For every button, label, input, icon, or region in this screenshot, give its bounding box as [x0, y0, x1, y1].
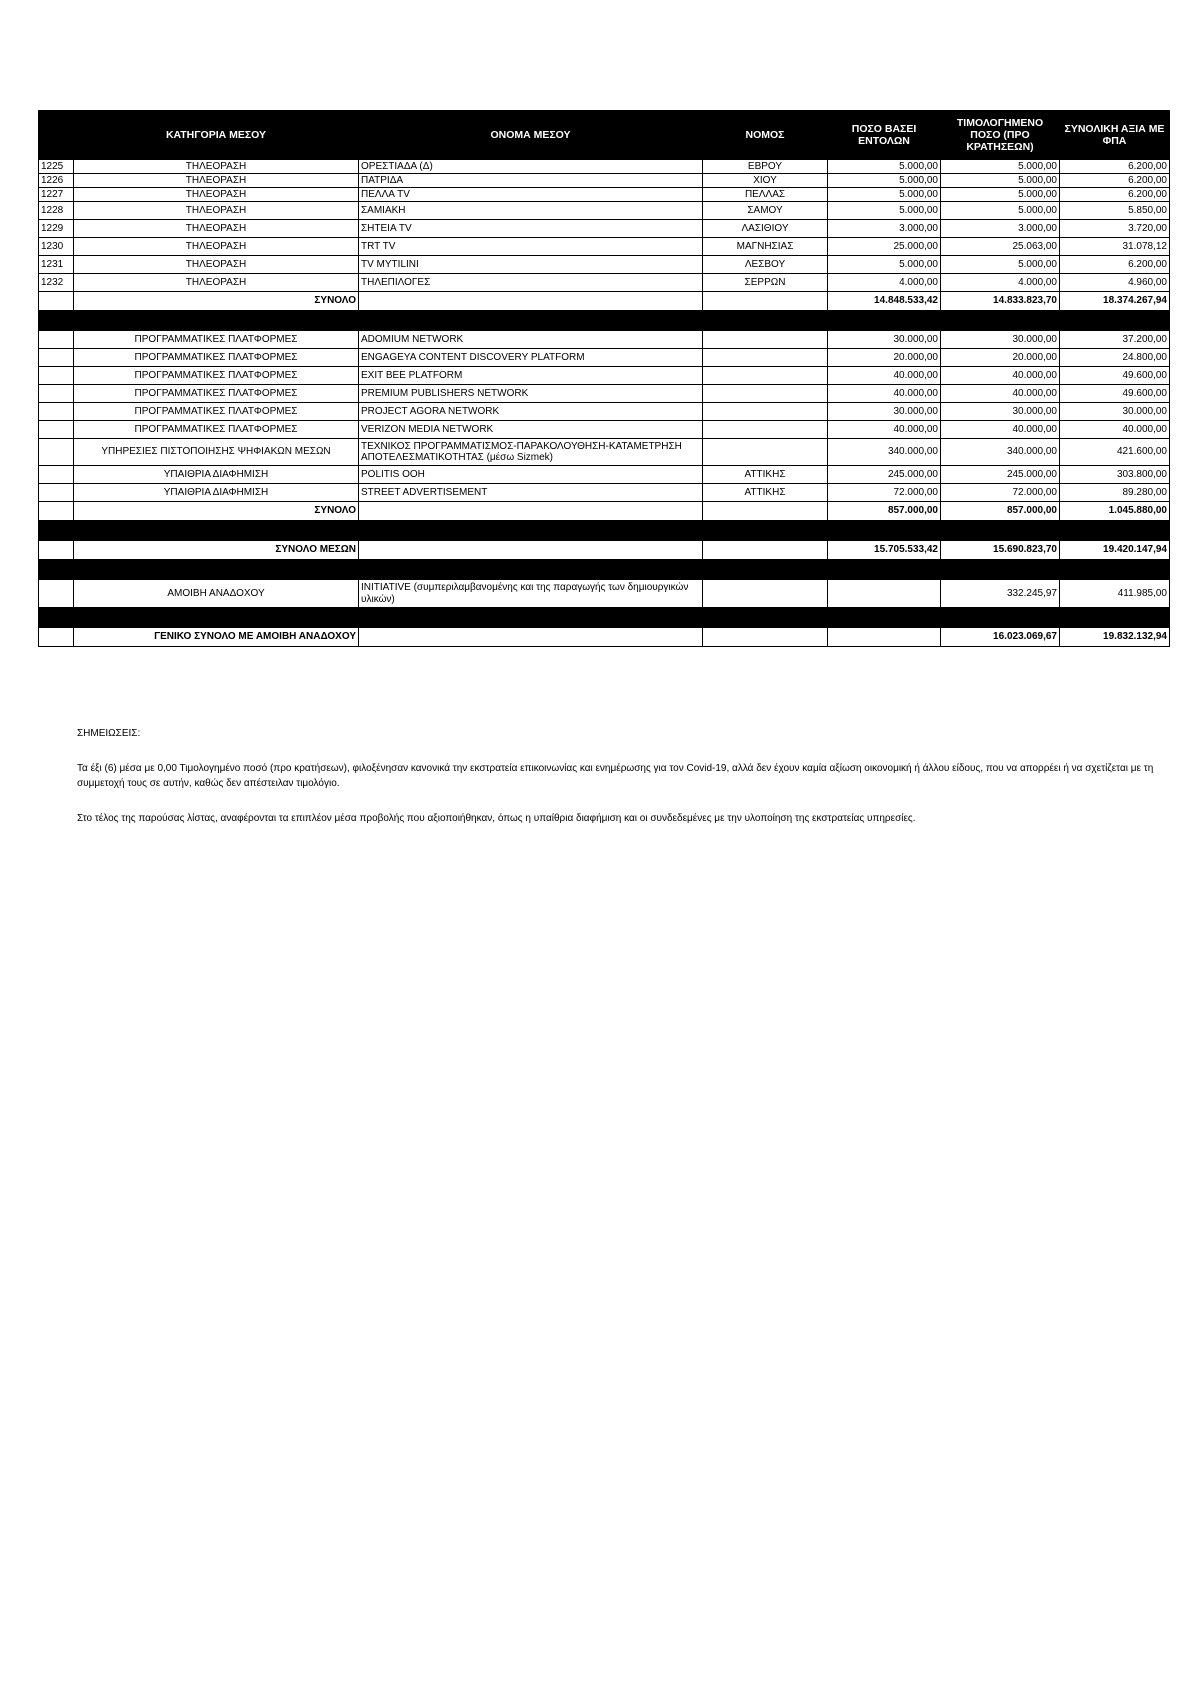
- cell-total-vat: 6.200,00: [1060, 174, 1170, 188]
- table-row: [39, 349, 1170, 367]
- cell-amount-invoiced: 4.000,00: [941, 274, 1060, 292]
- cell-code: 1230: [39, 238, 74, 256]
- cell-total-vat: 30.000,00: [1060, 403, 1170, 421]
- cell-code: 1231: [39, 256, 74, 274]
- cell-amount-orders: 5.000,00: [828, 174, 941, 188]
- empty-cell: [359, 292, 703, 311]
- cell-total-vat: 303.800,00: [1060, 466, 1170, 484]
- cell-name: PROJECT AGORA NETWORK: [359, 403, 703, 421]
- cell-code: [39, 439, 74, 466]
- table-row: [39, 238, 1170, 256]
- cell-amount-invoiced: 3.000,00: [941, 220, 1060, 238]
- table-header: [39, 111, 1170, 160]
- cell-nomos: [703, 439, 828, 466]
- cell-name: ΤΕΧΝΙΚΟΣ ΠΡΟΓΡΑΜΜΑΤΙΣΜΟΣ-ΠΑΡΑΚΟΛΟΥΘΗΣΗ-ΚΑΤΑΜΕΤΡΗΣΗ ΑΠΟΤΕΛΕΣΜΑΤΙΚΟΤΗΤΑΣ (μέσω Sizmek): [359, 439, 703, 466]
- cell-total-vat: 421.600,00: [1060, 439, 1170, 466]
- section-divider: [39, 311, 1170, 331]
- cell-amount-orders: 40.000,00: [828, 367, 941, 385]
- total-amount-orders-cell: 857.000,00: [828, 502, 941, 521]
- cell-amount-orders: 5.000,00: [828, 256, 941, 274]
- cell-nomos: ΑΤΤΙΚΗΣ: [703, 484, 828, 502]
- header-name: ΟΝΟΜΑ ΜΕΣΟΥ: [359, 111, 703, 160]
- table-row: [39, 220, 1170, 238]
- header-code: [39, 111, 74, 160]
- cell-code: 1228: [39, 202, 74, 220]
- cell-amount-invoiced: 245.000,00: [941, 466, 1060, 484]
- cell-code: [39, 331, 74, 349]
- cell-total-vat: 6.200,00: [1060, 188, 1170, 202]
- notes-section: [77, 726, 1167, 826]
- empty-cell: [359, 628, 703, 647]
- cell-amount-invoiced: 40.000,00: [941, 367, 1060, 385]
- table-row: [39, 256, 1170, 274]
- table-row: [39, 466, 1170, 484]
- empty-cell: [39, 580, 74, 608]
- empty-cell: [828, 580, 941, 608]
- cell-nomos: ΜΑΓΝΗΣΙΑΣ: [703, 238, 828, 256]
- cell-amount-orders: 20.000,00: [828, 349, 941, 367]
- divider-cell: [39, 608, 1170, 628]
- cell-amount-orders: 72.000,00: [828, 484, 941, 502]
- table-row: [39, 174, 1170, 188]
- cell-name: TRT TV: [359, 238, 703, 256]
- cell-nomos: [703, 367, 828, 385]
- cell-amount-orders: 5.000,00: [828, 188, 941, 202]
- cell-name: POLITIS OOH: [359, 466, 703, 484]
- cell-nomos: [703, 421, 828, 439]
- empty-cell: [39, 541, 74, 560]
- cell-code: [39, 367, 74, 385]
- empty-cell: [703, 541, 828, 560]
- cell-nomos: ΛΑΣΙΘΙΟΥ: [703, 220, 828, 238]
- cell-code: 1232: [39, 274, 74, 292]
- cell-amount-invoiced: 340.000,00: [941, 439, 1060, 466]
- cell-amount-invoiced: 40.000,00: [941, 421, 1060, 439]
- cell-name: TV MYTILINI: [359, 256, 703, 274]
- total-amount-orders-cell: 14.848.533,42: [828, 292, 941, 311]
- cell-code: 1226: [39, 174, 74, 188]
- header-amount-invoiced: ΤΙΜΟΛΟΓΗΜΕΝΟ ΠΟΣΟ (ΠΡΟ ΚΡΑΤΗΣΕΩΝ): [941, 111, 1060, 160]
- total-label-cell: ΣΥΝΟΛΟ: [74, 502, 359, 521]
- cell-name: ΣΗΤΕΙΑ TV: [359, 220, 703, 238]
- digital-total-row: [39, 502, 1170, 521]
- total-label-cell: ΓΕΝΙΚΟ ΣΥΝΟΛΟ ΜΕ ΑΜΟΙΒΗ ΑΝΑΔΟΧΟΥ: [74, 628, 359, 647]
- cell-code: 1225: [39, 160, 74, 174]
- cell-nomos: [703, 385, 828, 403]
- tv-total-row: [39, 292, 1170, 311]
- media-total-row: [39, 541, 1170, 560]
- cell-total-vat: 3.720,00: [1060, 220, 1170, 238]
- table-row: [39, 484, 1170, 502]
- cell-amount-orders: 5.000,00: [828, 160, 941, 174]
- cell-name: EXIT BEE PLATFORM: [359, 367, 703, 385]
- cell-name: ΠΕΛΛΑ TV: [359, 188, 703, 202]
- cell-amount-invoiced: 30.000,00: [941, 331, 1060, 349]
- cell-category: ΥΠΑΙΘΡΙΑ ΔΙΑΦΗΜΙΣΗ: [74, 484, 359, 502]
- cell-nomos: [703, 349, 828, 367]
- cell-amount-orders: 25.000,00: [828, 238, 941, 256]
- empty-cell: [39, 292, 74, 311]
- empty-cell: [703, 628, 828, 647]
- cell-name: ΤΗΛΕΠΙΛΟΓΕΣ: [359, 274, 703, 292]
- cell-amount-orders: 5.000,00: [828, 202, 941, 220]
- cell-amount-orders: 3.000,00: [828, 220, 941, 238]
- cell-total-vat: 49.600,00: [1060, 367, 1170, 385]
- table-row: [39, 188, 1170, 202]
- cell-category: ΤΗΛΕΟΡΑΣΗ: [74, 174, 359, 188]
- note-2: Στο τέλος της παρούσας λίστας, αναφέρονται τα επιπλέον μέσα προβολής που αξιοποιήθηκαν, όπως η υπαίθρια διαφήμιση και οι συνδεδεμένες με την υλοποίηση της εκστρατείας υπηρεσίες.: [77, 813, 916, 824]
- cell-total-vat: 5.850,00: [1060, 202, 1170, 220]
- cell-nomos: ΠΕΛΛΑΣ: [703, 188, 828, 202]
- table-row: [39, 160, 1170, 174]
- table-row: [39, 385, 1170, 403]
- cell-nomos: ΑΤΤΙΚΗΣ: [703, 466, 828, 484]
- cell-category: ΤΗΛΕΟΡΑΣΗ: [74, 238, 359, 256]
- cell-total-vat: 37.200,00: [1060, 331, 1170, 349]
- cell-nomos: [703, 403, 828, 421]
- cell-total-vat: 6.200,00: [1060, 256, 1170, 274]
- cell-code: [39, 403, 74, 421]
- empty-cell: [39, 628, 74, 647]
- cell-code: [39, 466, 74, 484]
- cell-nomos: ΣΑΜΟΥ: [703, 202, 828, 220]
- cell-category: ΠΡΟΓΡΑΜΜΑΤΙΚΕΣ ΠΛΑΤΦΟΡΜΕΣ: [74, 421, 359, 439]
- cell-total-vat: 4.960,00: [1060, 274, 1170, 292]
- cell-amount-invoiced: 72.000,00: [941, 484, 1060, 502]
- cell-category: ΤΗΛΕΟΡΑΣΗ: [74, 274, 359, 292]
- section-divider: [39, 560, 1170, 580]
- total-amount-invoiced-cell: 16.023.069,67: [941, 628, 1060, 647]
- contractor-name: INITIATIVE (συμπεριλαμβανομένης και της παραγωγής των δημιουργικών υλικών): [359, 580, 703, 608]
- empty-cell: [703, 502, 828, 521]
- cell-nomos: ΛΕΣΒΟΥ: [703, 256, 828, 274]
- cell-amount-invoiced: 20.000,00: [941, 349, 1060, 367]
- cell-total-vat: 24.800,00: [1060, 349, 1170, 367]
- contractor-fee-label: ΑΜΟΙΒΗ ΑΝΑΔΟΧΟΥ: [74, 580, 359, 608]
- cell-category: ΤΗΛΕΟΡΑΣΗ: [74, 220, 359, 238]
- header-amount-orders: ΠΟΣΟ ΒΑΣΕΙ ΕΝΤΟΛΩΝ: [828, 111, 941, 160]
- cell-name: PREMIUM PUBLISHERS NETWORK: [359, 385, 703, 403]
- cell-total-vat: 6.200,00: [1060, 160, 1170, 174]
- cell-amount-invoiced: 30.000,00: [941, 403, 1060, 421]
- total-label-cell: ΣΥΝΟΛΟ: [74, 292, 359, 311]
- total-amount-orders-cell: 15.705.533,42: [828, 541, 941, 560]
- cell-amount-orders: 245.000,00: [828, 466, 941, 484]
- header-nomos: ΝΟΜΟΣ: [703, 111, 828, 160]
- contractor-amount-invoiced: 332.245,97: [941, 580, 1060, 608]
- total-amount-invoiced-cell: 14.833.823,70: [941, 292, 1060, 311]
- total-amount-invoiced-cell: 857.000,00: [941, 502, 1060, 521]
- cell-name: ADOMIUM NETWORK: [359, 331, 703, 349]
- cell-code: [39, 484, 74, 502]
- cell-nomos: [703, 331, 828, 349]
- cell-amount-orders: 4.000,00: [828, 274, 941, 292]
- cell-category: ΠΡΟΓΡΑΜΜΑΤΙΚΕΣ ΠΛΑΤΦΟΡΜΕΣ: [74, 385, 359, 403]
- cell-amount-invoiced: 5.000,00: [941, 256, 1060, 274]
- cell-amount-invoiced: 5.000,00: [941, 202, 1060, 220]
- total-vat-cell: 19.420.147,94: [1060, 541, 1170, 560]
- cell-code: 1227: [39, 188, 74, 202]
- note-1: Τα έξι (6) μέσα με 0,00 Τιμολογημένο ποσό (προ κρατήσεων), φιλοξένησαν κανονικά την εκστρατεία επικοινωνίας και ενημέρωσης για τον Covid-19, αλλά δεν έχουν καμία αξίωση οικονομική ή άλλου είδους, που να απορρέει ή να σχετίζεται με τη συμμετοχή τους σε αυτήν, καθώς δεν απέστειλαν τιμολόγιο.: [77, 763, 1154, 789]
- cell-category: ΠΡΟΓΡΑΜΜΑΤΙΚΕΣ ΠΛΑΤΦΟΡΜΕΣ: [74, 349, 359, 367]
- cell-amount-orders: 340.000,00: [828, 439, 941, 466]
- cell-amount-invoiced: 25.063,00: [941, 238, 1060, 256]
- cell-code: [39, 349, 74, 367]
- cell-name: STREET ADVERTISEMENT: [359, 484, 703, 502]
- total-amount-orders-cell: [828, 628, 941, 647]
- media-cost-table: [38, 110, 1170, 647]
- cell-name: ΣΑΜΙΑΚΗ: [359, 202, 703, 220]
- cell-nomos: ΕΒΡΟΥ: [703, 160, 828, 174]
- empty-cell: [359, 502, 703, 521]
- cell-category: ΤΗΛΕΟΡΑΣΗ: [74, 188, 359, 202]
- table-row: [39, 202, 1170, 220]
- contractor-fee-row: [39, 580, 1170, 608]
- total-amount-invoiced-cell: 15.690.823,70: [941, 541, 1060, 560]
- cell-category: ΠΡΟΓΡΑΜΜΑΤΙΚΕΣ ΠΛΑΤΦΟΡΜΕΣ: [74, 367, 359, 385]
- table-row: [39, 439, 1170, 466]
- cell-category: ΤΗΛΕΟΡΑΣΗ: [74, 202, 359, 220]
- cell-amount-invoiced: 40.000,00: [941, 385, 1060, 403]
- header-category: ΚΑΤΗΓΟΡΙΑ ΜΕΣΟΥ: [74, 111, 359, 160]
- notes-title: ΣΗΜΕΙΩΣΕΙΣ:: [77, 728, 141, 739]
- cell-amount-invoiced: 5.000,00: [941, 174, 1060, 188]
- cell-category: ΥΠΑΙΘΡΙΑ ΔΙΑΦΗΜΙΣΗ: [74, 466, 359, 484]
- contractor-total-vat: 411.985,00: [1060, 580, 1170, 608]
- cell-amount-invoiced: 5.000,00: [941, 188, 1060, 202]
- table-row: [39, 421, 1170, 439]
- cell-name: ΟΡΕΣΤΙΑΔΑ (Δ): [359, 160, 703, 174]
- table-row: [39, 367, 1170, 385]
- table-row: [39, 274, 1170, 292]
- empty-cell: [703, 580, 828, 608]
- cell-category: ΤΗΛΕΟΡΑΣΗ: [74, 160, 359, 174]
- cell-category: ΠΡΟΓΡΑΜΜΑΤΙΚΕΣ ΠΛΑΤΦΟΡΜΕΣ: [74, 331, 359, 349]
- cell-total-vat: 49.600,00: [1060, 385, 1170, 403]
- empty-cell: [703, 292, 828, 311]
- cell-name: VERIZON MEDIA NETWORK: [359, 421, 703, 439]
- cell-name: ENGAGEYA CONTENT DISCOVERY PLATFORM: [359, 349, 703, 367]
- cell-nomos: ΣΕΡΡΩΝ: [703, 274, 828, 292]
- cell-amount-orders: 30.000,00: [828, 403, 941, 421]
- total-vat-cell: 18.374.267,94: [1060, 292, 1170, 311]
- cell-category: ΥΠΗΡΕΣΙΕΣ ΠΙΣΤΟΠΟΙΗΣΗΣ ΨΗΦΙΑΚΩΝ ΜΕΣΩΝ: [74, 439, 359, 466]
- cell-name: ΠΑΤΡΙΔΑ: [359, 174, 703, 188]
- total-label-cell: ΣΥΝΟΛΟ ΜΕΣΩΝ: [74, 541, 359, 560]
- header-total-vat: ΣΥΝΟΛΙΚΗ ΑΞΙΑ ΜΕ ΦΠΑ: [1060, 111, 1170, 160]
- cell-total-vat: 31.078,12: [1060, 238, 1170, 256]
- cell-total-vat: 89.280,00: [1060, 484, 1170, 502]
- cell-code: [39, 421, 74, 439]
- cell-category: ΤΗΛΕΟΡΑΣΗ: [74, 256, 359, 274]
- cell-amount-orders: 40.000,00: [828, 385, 941, 403]
- table-row: [39, 403, 1170, 421]
- grand-total-row: [39, 628, 1170, 647]
- table-row: [39, 331, 1170, 349]
- section-divider: [39, 521, 1170, 541]
- cell-amount-orders: 40.000,00: [828, 421, 941, 439]
- empty-cell: [359, 541, 703, 560]
- cell-amount-orders: 30.000,00: [828, 331, 941, 349]
- cell-code: [39, 385, 74, 403]
- total-vat-cell: 1.045.880,00: [1060, 502, 1170, 521]
- cell-total-vat: 40.000,00: [1060, 421, 1170, 439]
- cell-nomos: ΧΙΟΥ: [703, 174, 828, 188]
- table-body: [39, 160, 1170, 647]
- divider-cell: [39, 311, 1170, 331]
- section-divider: [39, 608, 1170, 628]
- cell-amount-invoiced: 5.000,00: [941, 160, 1060, 174]
- cell-category: ΠΡΟΓΡΑΜΜΑΤΙΚΕΣ ΠΛΑΤΦΟΡΜΕΣ: [74, 403, 359, 421]
- divider-cell: [39, 560, 1170, 580]
- cell-code: 1229: [39, 220, 74, 238]
- divider-cell: [39, 521, 1170, 541]
- total-vat-cell: 19.832.132,94: [1060, 628, 1170, 647]
- empty-cell: [39, 502, 74, 521]
